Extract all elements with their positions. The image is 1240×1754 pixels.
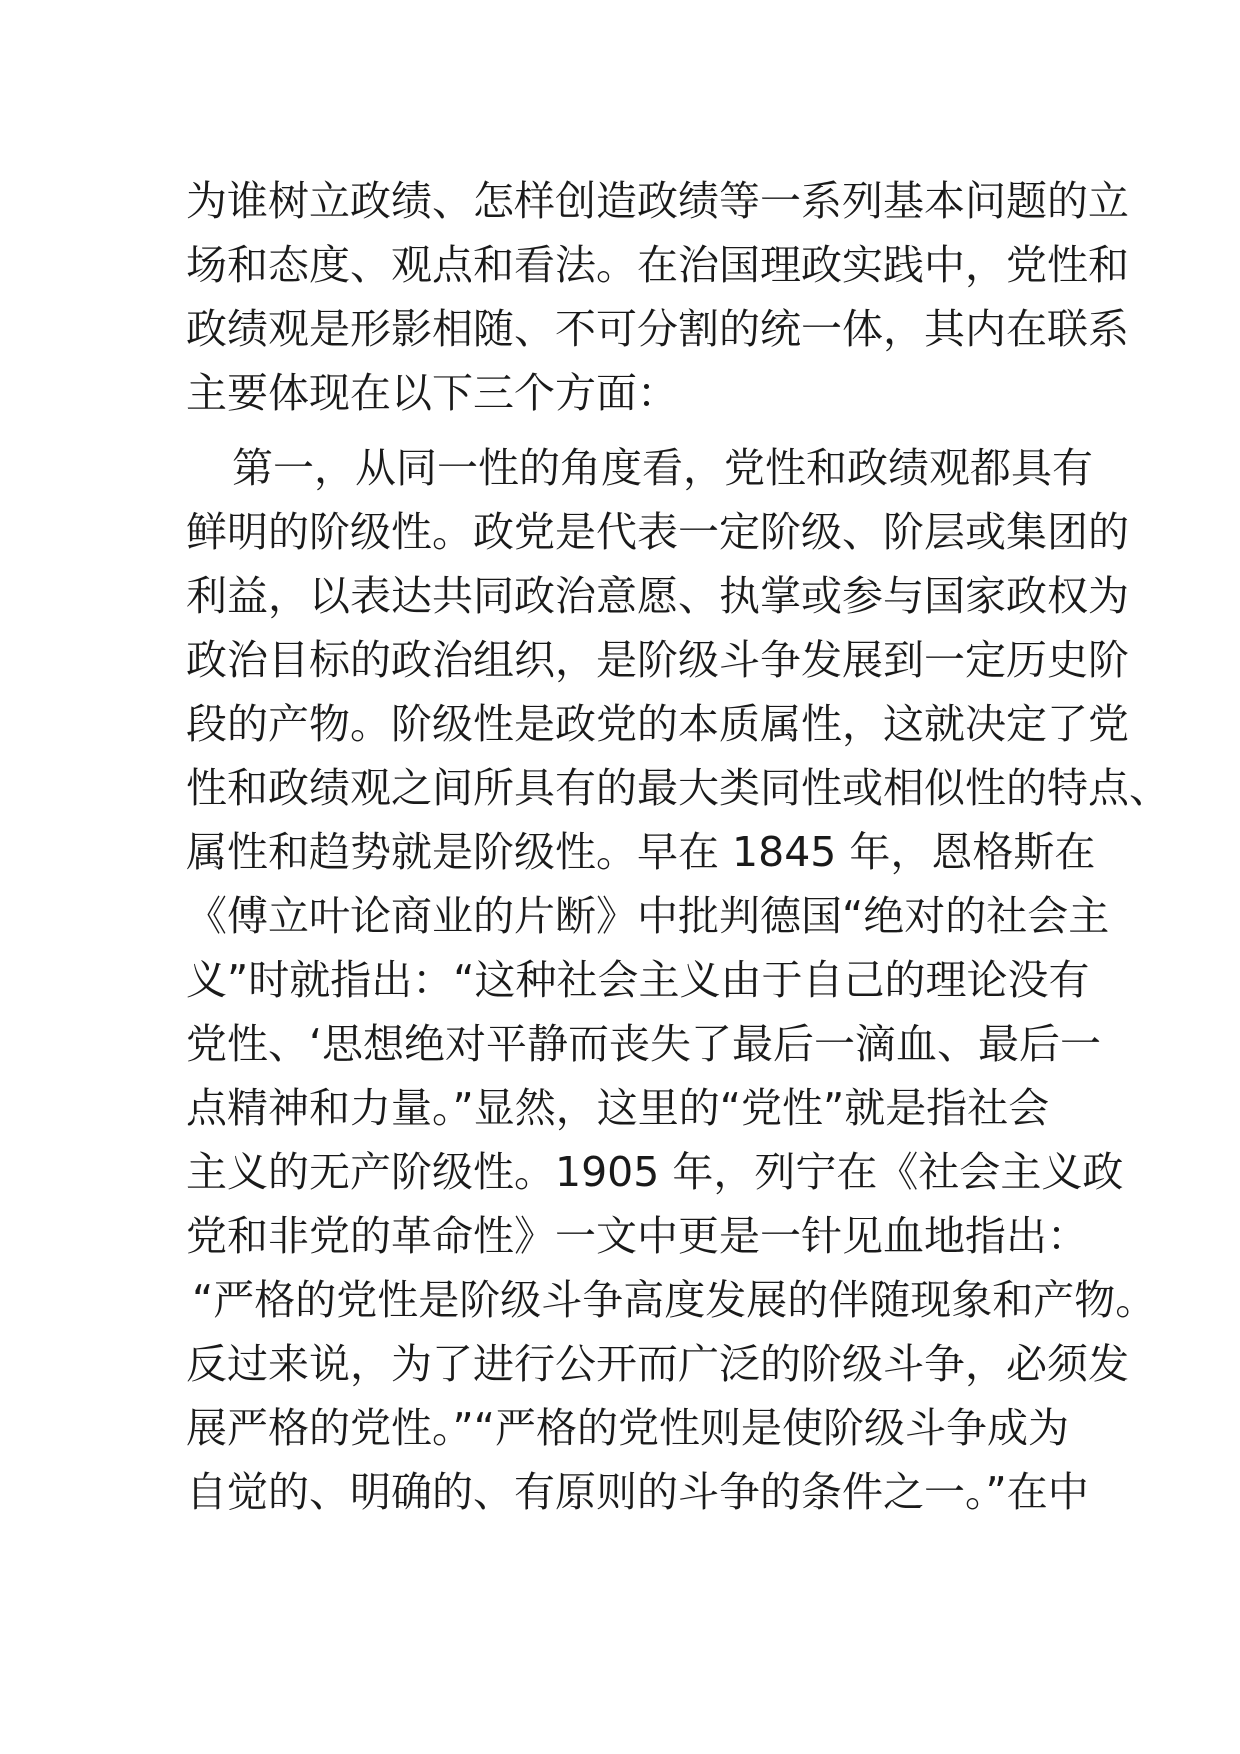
paragraph-line: 段的产物。阶级性是政党的本质属性，这就决定了党: [186, 700, 1129, 748]
paragraph-line: 鲜明的阶级性。政党是代表一定阶级、阶层或集团的: [186, 508, 1129, 556]
paragraph-line: “严格的党性是阶级斗争高度发展的伴随现象和产物。: [192, 1276, 1157, 1324]
paragraph-line: 点精神和力量。”显然，这里的“党性”就是指社会: [186, 1084, 1050, 1132]
paragraph-line: 党和非党的革命性》一文中更是一针见血地指出：: [186, 1212, 1088, 1260]
paragraph-line: 利益，以表达共同政治意愿、执掌或参与国家政权为: [186, 572, 1129, 620]
paragraph-line: 党性、‘思想绝对平静而丧失了最后一滴血、最后一: [186, 1020, 1102, 1068]
paragraph-line: 第一，从同一性的角度看，党性和政绩观都具有: [232, 444, 1093, 492]
paragraph-line: 为谁树立政绩、怎样创造政绩等一系列基本问题的立: [186, 177, 1129, 225]
paragraph-line: 反过来说，为了进行公开而广泛的阶级斗争，必须发: [186, 1340, 1129, 1388]
paragraph-line: 展严格的党性。”“严格的党性则是使阶级斗争成为: [186, 1404, 1069, 1452]
paragraph-line: 主要体现在以下三个方面：: [186, 369, 678, 417]
paragraph-line: 自觉的、明确的、有原则的斗争的条件之一。”在中: [186, 1468, 1089, 1516]
paragraph-2: [186, 436, 1170, 1524]
paragraph-line: 《傅立叶论商业的片断》中批判德国“绝对的社会主: [186, 892, 1110, 940]
paragraph-line: 属性和趋势就是阶级性。早在 1845 年，恩格斯在: [186, 828, 1096, 876]
paragraph-line: 性和政绩观之间所具有的最大类同性或相似性的特点、: [186, 764, 1170, 812]
paragraph-line: 主义的无产阶级性。1905 年，列宁在《社会主义政: [186, 1148, 1124, 1196]
paragraph-line: 政绩观是形影相随、不可分割的统一体，其内在联系: [186, 305, 1129, 353]
paragraph-line: 义”时就指出：“这种社会主义由于自己的理论没有: [186, 956, 1090, 1004]
paragraph-line: 政治目标的政治组织，是阶级斗争发展到一定历史阶: [186, 636, 1129, 684]
paragraph-line: 场和态度、观点和看法。在治国理政实践中，党性和: [186, 241, 1129, 289]
paragraph-1: [186, 169, 1129, 425]
